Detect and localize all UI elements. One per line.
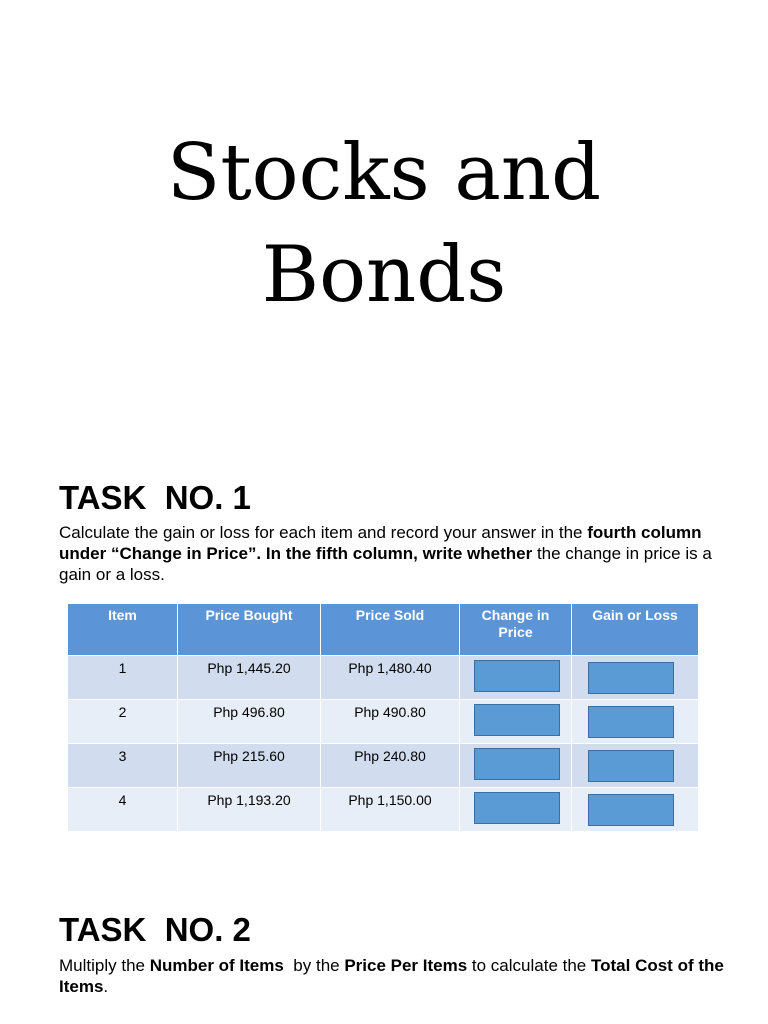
header-change-in-price xyxy=(460,604,572,656)
gain-or-loss-answer-box[interactable] xyxy=(588,706,674,738)
task-2-text-bold-2: Price Per Items xyxy=(344,956,468,975)
change-in-price-answer-box[interactable] xyxy=(474,748,560,780)
title-line-2: Bonds xyxy=(261,230,507,320)
task-2-instructions xyxy=(59,955,739,997)
cell-item: 1 xyxy=(68,656,178,700)
task-2-text-bold-3: Total Cost of the Items xyxy=(59,956,724,996)
header-change-in-price-label: Change in Price xyxy=(481,607,550,640)
table-row xyxy=(68,656,699,700)
gain-or-loss-answer-box[interactable] xyxy=(588,794,674,826)
change-in-price-answer-box[interactable] xyxy=(474,660,560,692)
task-1-heading: TASK NO. 1 xyxy=(59,479,251,516)
cell-change-in-price xyxy=(460,744,572,788)
task-2-text-bold-1: Number of Items xyxy=(149,956,284,975)
task-2-text-part-1: Multiply the xyxy=(59,956,150,975)
task-1-text-part-1: Calculate the gain or loss for each item and record your answer in the xyxy=(59,523,588,542)
cell-price-sold: Php 1,480.40 xyxy=(321,656,460,700)
table-row xyxy=(68,744,699,788)
cell-price-bought: Php 496.80 xyxy=(178,700,321,744)
page-title xyxy=(0,122,768,326)
cell-item: 3 xyxy=(68,744,178,788)
header-gain-or-loss: Gain or Loss xyxy=(572,604,699,656)
table-header-row xyxy=(68,604,699,656)
task-2-text-part-2: by the xyxy=(283,956,345,975)
change-in-price-answer-box[interactable] xyxy=(474,792,560,824)
cell-price-bought: Php 215.60 xyxy=(178,744,321,788)
table-row xyxy=(68,700,699,744)
cell-gain-or-loss xyxy=(572,656,699,700)
cell-item: 4 xyxy=(68,788,178,832)
gain-or-loss-answer-box[interactable] xyxy=(588,662,674,694)
cell-gain-or-loss xyxy=(572,744,699,788)
task-1-text-part-2: the change in price is a gain or a loss. xyxy=(59,544,712,584)
cell-item: 2 xyxy=(68,700,178,744)
cell-price-bought: Php 1,445.20 xyxy=(178,656,321,700)
task-2-heading: TASK NO. 2 xyxy=(59,911,251,948)
task-1-instructions xyxy=(59,522,739,585)
cell-price-sold: Php 240.80 xyxy=(321,744,460,788)
task-1-text-bold: fourth column under “Change in Price”. In the fifth column, write whether xyxy=(59,523,702,563)
task-2-text-part-4: . xyxy=(103,977,109,996)
change-in-price-answer-box[interactable] xyxy=(474,704,560,736)
cell-gain-or-loss xyxy=(572,788,699,832)
header-price-bought: Price Bought xyxy=(178,604,321,656)
header-item: Item xyxy=(68,604,178,656)
cell-change-in-price xyxy=(460,700,572,744)
cell-gain-or-loss xyxy=(572,700,699,744)
cell-price-sold: Php 1,150.00 xyxy=(321,788,460,832)
header-price-sold: Price Sold xyxy=(321,604,460,656)
table-row xyxy=(68,788,699,832)
title-line-1: Stocks and xyxy=(166,128,602,218)
cell-price-bought: Php 1,193.20 xyxy=(178,788,321,832)
task-1-table xyxy=(67,603,699,832)
task-2-text-part-3: to calculate the xyxy=(467,956,591,975)
cell-change-in-price xyxy=(460,656,572,700)
gain-or-loss-answer-box[interactable] xyxy=(588,750,674,782)
cell-change-in-price xyxy=(460,788,572,832)
cell-price-sold: Php 490.80 xyxy=(321,700,460,744)
